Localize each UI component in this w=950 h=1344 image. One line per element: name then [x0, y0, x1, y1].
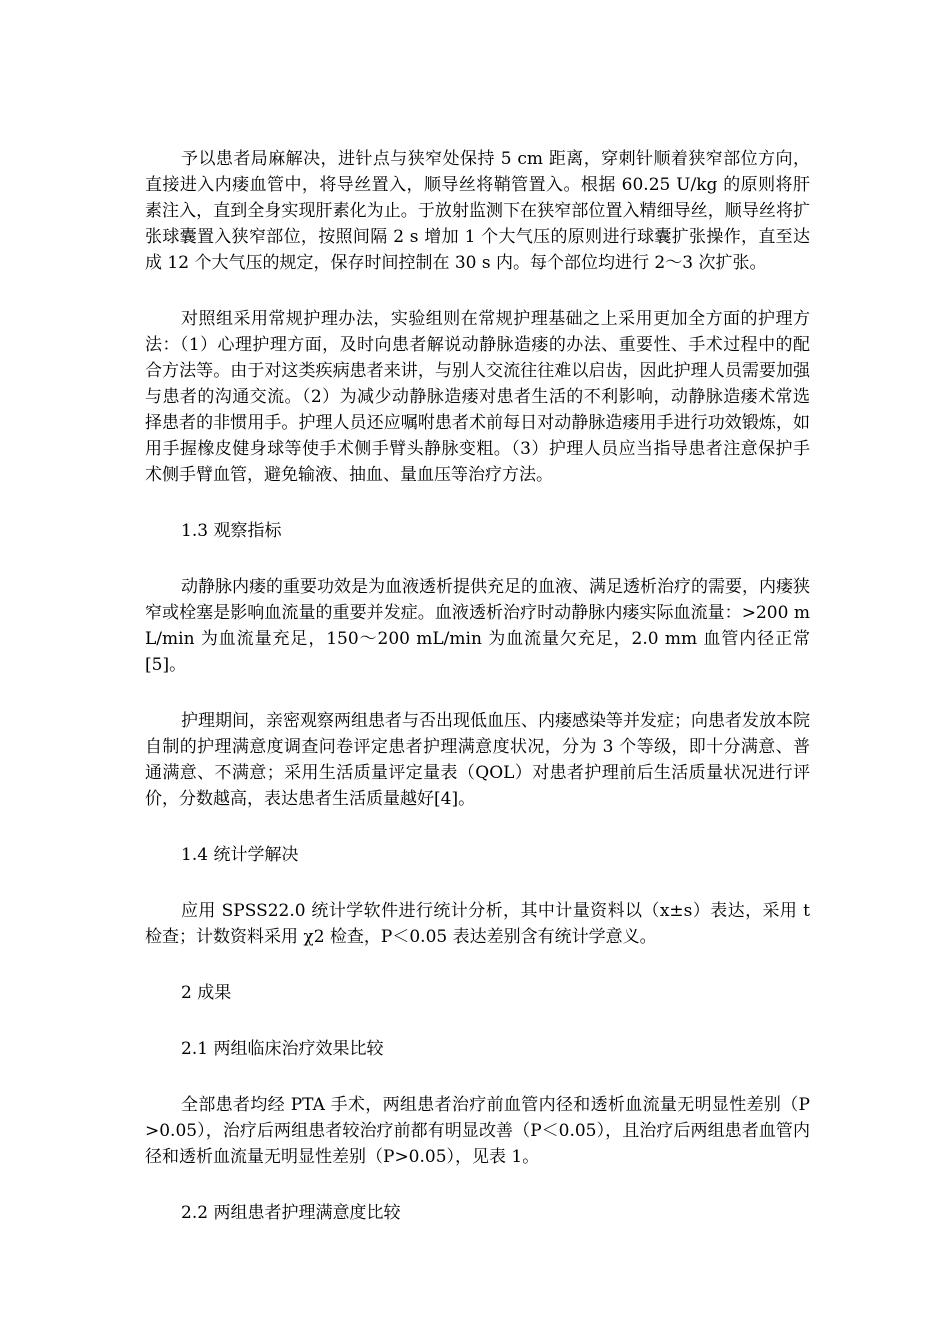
- section-heading-2-1: 2.1 两组临床治疗效果比较: [181, 1039, 384, 1059]
- paragraph-pta-procedure: 予以患者局麻解决，进针点与狭窄处保持 5 cm 距离，穿刺针顺着狭窄部位方向，直接进入内瘘血管中，将导丝置入，顺导丝将鞘管置入。根据 60.25 U/kg 的原则将肝素注入，直到全身实现肝素化为止。于放射监测下在狭窄部位置入精细导丝，顺导丝将扩张球囊置入狭窄部位，按照间隔 2 s 增加 1 个大气压的原则进行球囊扩张操作，直至达成 12 个大气压的规定，保存时间控制在 30 s 内。每个部位均进行 2～3 次扩张。: [145, 149, 810, 273]
- document-body: [145, 146, 810, 1256]
- paragraph-observation-indicators: 动静脉内瘘的重要功效是为血液透析提供充足的血液、满足透析治疗的需要，内瘘狭窄或栓塞是影响血流量的重要并发症。血液透析治疗时动静脉内瘘实际血流量：>200 mL/min 为血流量充足，150～200 mL/min 为血流量欠充足，2.0 mm 血管内径正常[5]。: [145, 577, 810, 675]
- paragraph-clinical-results: 全部患者均经 PTA 手术，两组患者治疗前血管内径和透析血流量无明显性差别（P>0.05），治疗后两组患者较治疗前都有明显改善（P＜0.05），且治疗后两组患者血管内径和透析血流量无明显性差别（P>0.05），见表 1。: [145, 1095, 810, 1167]
- section-heading-1-4: 1.4 统计学解决: [181, 845, 299, 865]
- section-heading-1-3: 1.3 观察指标: [181, 521, 282, 541]
- paragraph-observation-nursing: 护理期间，亲密观察两组患者与否出现低血压、内瘘感染等并发症；向患者发放本院自制的护理满意度调查问卷评定患者护理满意度状况，分为 3 个等级，即十分满意、普通满意、不满意；采用生活质量评定量表（QOL）对患者护理前后生活质量状况进行评价，分数越高，表达患者生活质量越好[4]。: [145, 711, 810, 809]
- paragraph-nursing-methods: 对照组采用常规护理办法，实验组则在常规护理基础之上采用更加全方面的护理方法：（1）心理护理方面，及时向患者解说动静脉造瘘的办法、重要性、手术过程中的配合方法等。由于对这类疾病患者来讲，与别人交流往往难以启齿，因此护理人员需要加强与患者的沟通交流。（2）为减少动静脉造瘘对患者生活的不利影响，动静脉造瘘术常选择患者的非惯用手。护理人员还应嘱咐患者术前每日对动静脉造瘘用手进行功效锻炼，如用手握橡皮健身球等使手术侧手臂头静脉变粗。（3）护理人员应当指导患者注意保护手术侧手臂血管，避免输液、抽血、量血压等治疗方法。: [145, 309, 810, 485]
- section-heading-2-2: 2.2 两组患者护理满意度比较: [181, 1203, 401, 1223]
- section-heading-2: 2 成果: [181, 983, 232, 1003]
- paragraph-statistics: 应用 SPSS22.0 统计学软件进行统计分析，其中计量资料以（x±s）表达，采用 t 检查；计数资料采用 χ2 检查，P＜0.05 表达差别含有统计学意义。: [145, 901, 810, 947]
